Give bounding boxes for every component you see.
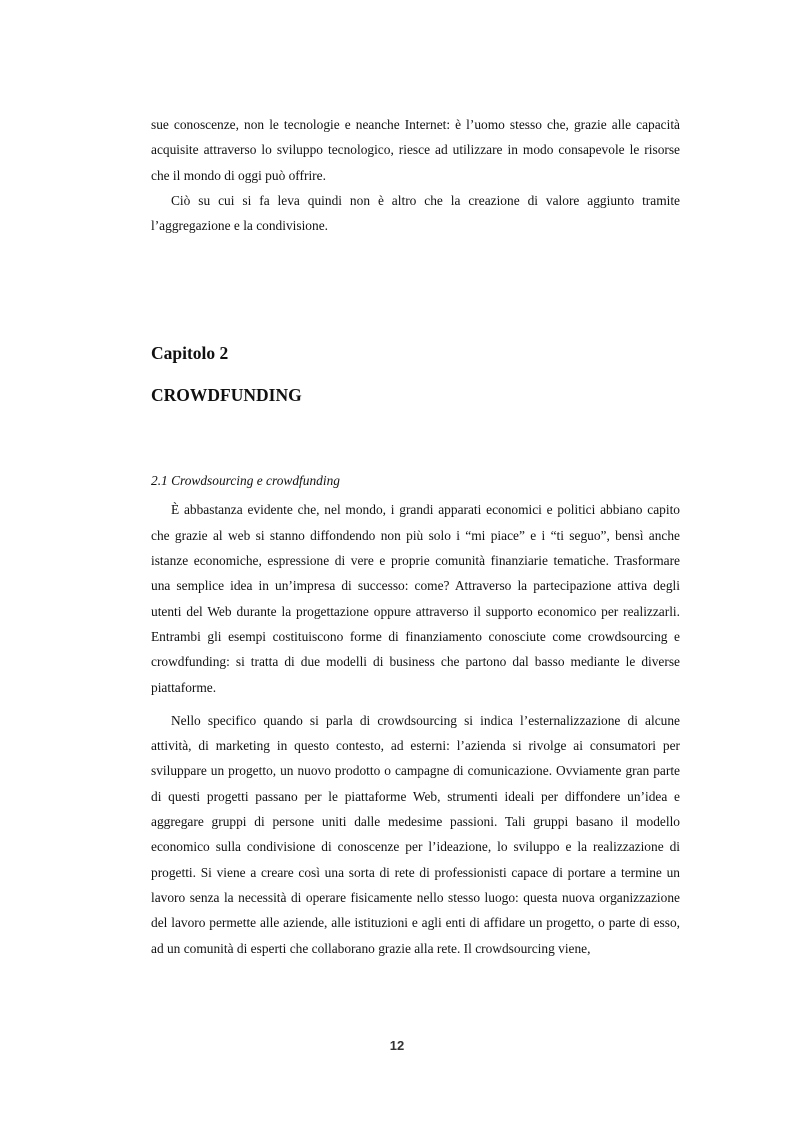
section-paragraph-2: Nello specifico quando si parla di crowdsourcing si indica l’esternalizzazione di alcune attività, di marketing in questo contesto, ad esterni: l’azienda si rivolge ai consumatori per sviluppare un progetto, un nuovo prodotto o campagne di comunicazione. Ovviamente gran parte di questi progetti passano per le piattaforme Web, strumenti ideali per diffondere un’idea e aggregare gruppi di persone uniti dalle medesime passioni. Tali gruppi basano il modello economico sulla condivisione di conoscenze per l’ideazione, lo sviluppo e la realizzazione di progetti. Si viene a creare così una sorta di rete di professionisti capace di portare a termine un lavoro senza la necessità di operare fisicamente nello stesso luogo: questa nuova organizzazione del lavoro permette alle aziende, alle istituzioni e agli enti di affidare un progetto, o parte di esso, ad un comunità di esperti che collaborano grazie alla rete. Il crowdsourcing viene, [151,712,680,956]
section-paragraph-1: È abbastanza evidente che, nel mondo, i grandi apparati economici e politici abbiano capito che grazie al web si stanno diffondendo non più solo i “mi piace” e i “ti seguo”, bensì anche istanze economiche, espressione di vere e proprie comunità finanziarie tematiche. Trasformare una semplice idea in un’impresa di successo: come? Attraverso la partecipazione attiva degli utenti del Web durante la progettazione oppure attraverso il supporto economico per realizzarli. Entrambi gli esempi costituiscono forme di finanziamento conosciute come crowdsourcing e crowdfunding: si tratta di due modelli di business che partono dal basso mediante le diverse piattaforme. [151,502,680,695]
page-body [151,112,680,961]
chapter-title: CROWDFUNDING [151,385,302,406]
page-number: 12 [389,1038,405,1053]
intro-paragraph-continued: sue conoscenze, non le tecnologie e neanche Internet: è l’uomo stesso che, grazie alle capacità acquisite attraverso lo sviluppo tecnologico, riesce ad utilizzare in modo consapevole le risorse che il mondo di oggi può offrire. [151,117,680,183]
chapter-number: Capitolo 2 [151,343,229,364]
intro-paragraph: Ciò su cui si fa leva quindi non è altro che la creazione di valore aggiunto tramite l’aggregazione e la condivisione. [151,192,680,234]
section-heading: 2.1 Crowdsourcing e crowdfunding [151,473,340,489]
